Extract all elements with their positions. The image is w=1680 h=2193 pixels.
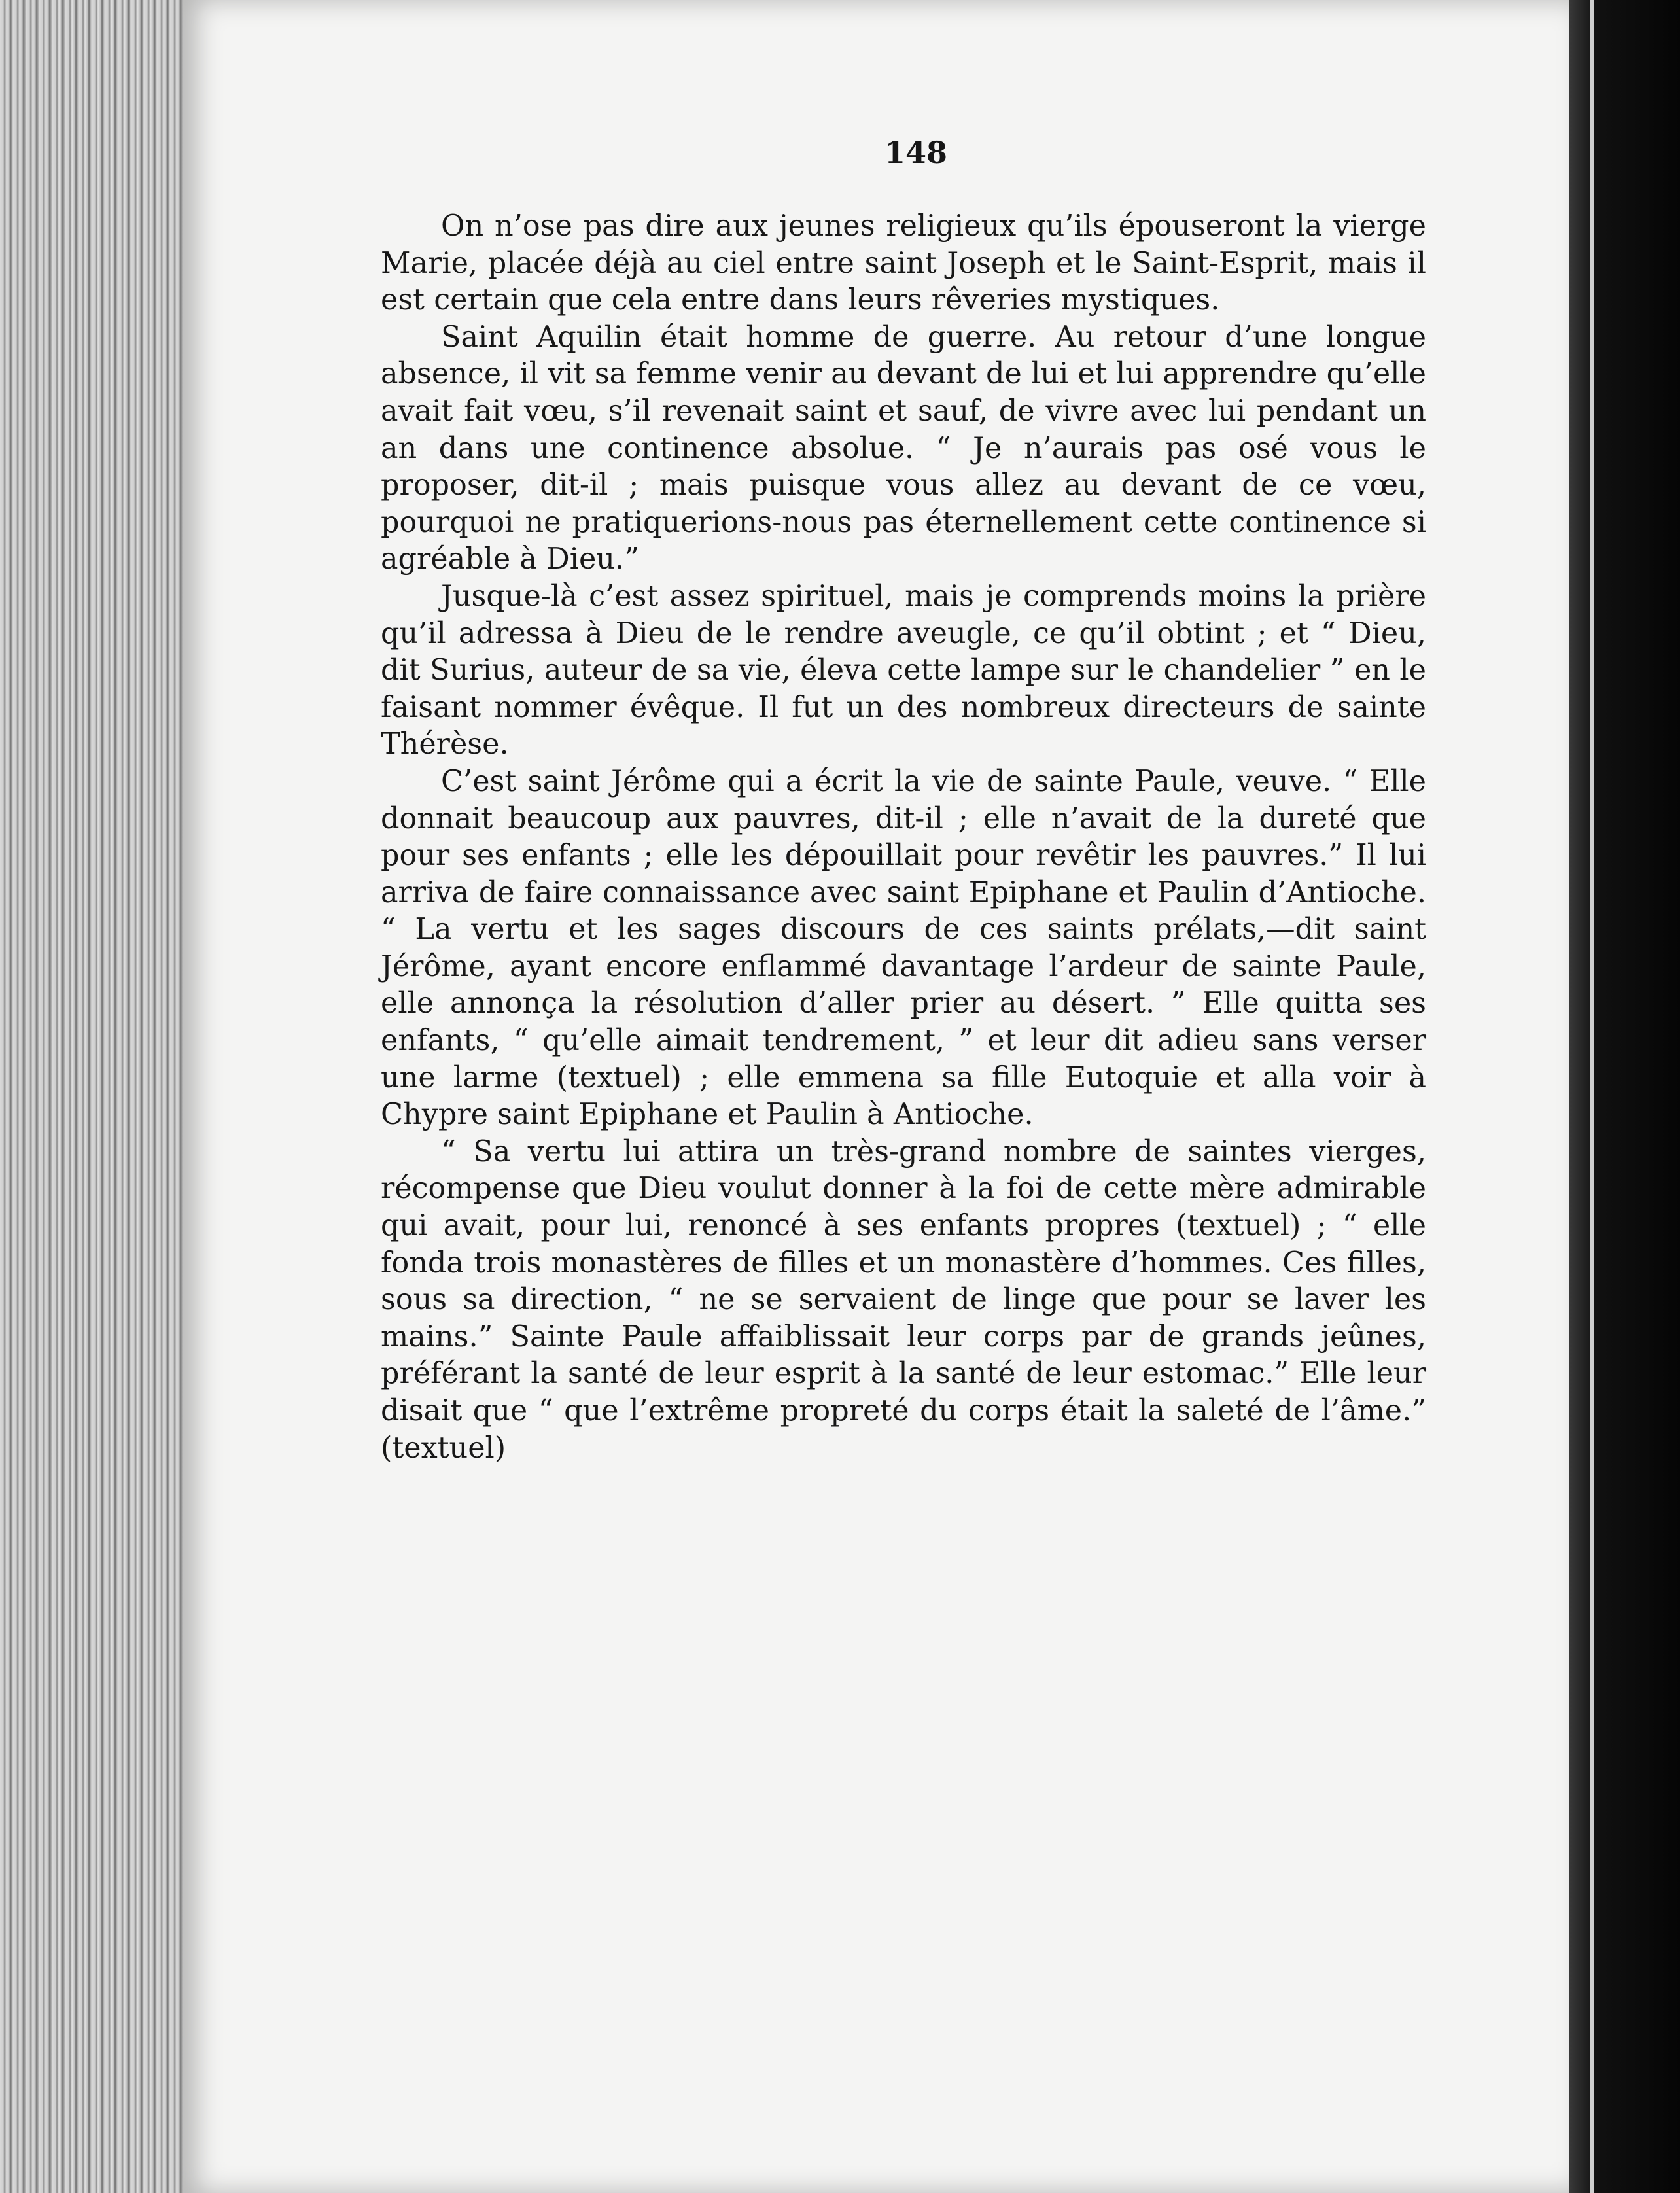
paragraph-1: On n’ose pas dire aux jeunes religieux qu’ils épouseront la vierge Marie, placée déjà au ciel entre saint Joseph et le Saint-Esprit, mais il est certain que cela entre dans leurs rêveries mystiques. xyxy=(381,209,1426,317)
page-edge-line xyxy=(1590,0,1594,2193)
book-binding-edge xyxy=(1569,0,1680,2193)
page-number: 148 xyxy=(884,135,948,170)
paragraph-2: Saint Aquilin était homme de guerre. Au retour d’une longue absence, il vit sa femme venir au devant de lui et lui apprendre qu’elle avait fait vœu, s’il revenait saint et sauf, de vivre avec lui pendant un an dans une continence absolue. “ Je n’aurais pas osé vous le proposer, dit-il ; mais puisque vous allez au devant de ce vœu, pourquoi ne pratiquerions-nous pas éternellement cette continence si agréable à Dieu.” xyxy=(381,320,1426,576)
page-text-block xyxy=(381,208,1426,1467)
page-stack-edges xyxy=(0,0,190,2193)
paragraph-4: C’est saint Jérôme qui a écrit la vie de sainte Paule, veuve. “ Elle donnait beaucoup aux pauvres, dit-il ; elle n’avait de la dureté que pour ses enfants ; elle les dépouillait pour revêtir les pauvres.” Il lui arriva de faire connaissance avec saint Epiphane et Paulin d’Antioche. “ La vertu et les sages discours de ces saints prélats,—dit saint Jérôme, ayant encore enflammé davantage l’ardeur de sainte Paule, elle annonça la résolution d’aller prier au désert. ” Elle quitta ses enfants, “ qu’elle aimait tendrement, ” et leur dit adieu sans verser une larme (textuel) ; elle emmena sa fille Eutoquie et alla voir à Chypre saint Epiphane et Paulin à Antioche. xyxy=(381,764,1426,1132)
paragraph-3: Jusque-là c’est assez spirituel, mais je comprends moins la prière qu’il adressa à Dieu de le rendre aveugle, ce qu’il obtint ; et “ Dieu, dit Surius, auteur de sa vie, éleva cette lampe sur le chandelier ” en le faisant nommer évêque. Il fut un des nombreux directeurs de sainte Thérèse. xyxy=(381,579,1426,762)
paragraph-5: “ Sa vertu lui attira un très-grand nombre de saintes vierges, récompense que Dieu voulut donner à la foi de cette mère admirable qui avait, pour lui, renoncé à ses enfants propres (textuel) ; “ elle fonda trois monastères de filles et un monastère d’hommes. Ces filles, sous sa direction, “ ne se servaient de linge que pour se laver les mains.” Sainte Paule affaiblissait leur corps par de grands jeûnes, préférant la santé de leur esprit à la santé de leur estomac.” Elle leur disait que “ que l’extrême propreté du corps était la saleté de l’âme.” (textuel) xyxy=(381,1134,1426,1465)
